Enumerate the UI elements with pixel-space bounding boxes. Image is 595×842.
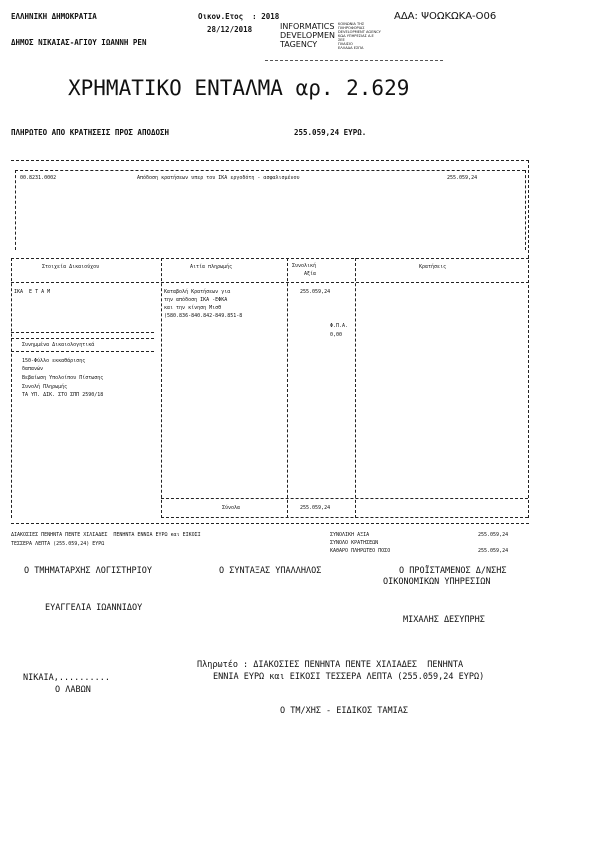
signature-name-left: ΕΥΑΓΓΕΛΙΑ ΙΩΑΝΝΙΔΟΥ xyxy=(45,603,143,613)
header-total-value-1: Συνολική xyxy=(292,263,317,269)
fpa-label: Φ.Π.Α. xyxy=(330,323,349,329)
attachments-label: Συνημμένα Δικαιολογητικά xyxy=(22,342,95,348)
reason-line-1: Καταβολή Κρατήσεων για xyxy=(164,289,231,295)
fpa-value: 0,00 xyxy=(330,332,343,338)
column-divider-3 xyxy=(355,258,356,518)
logo-small-6: ΠΛΑΙΣΙΟ xyxy=(338,42,353,46)
header-deductions: Κρατήσεις xyxy=(419,264,447,270)
attachment-1: 150-Φύλλο εκκαθάρισης xyxy=(22,358,86,364)
logo-line-3: TAGENCY xyxy=(280,40,318,49)
table-top-border xyxy=(11,160,529,161)
ada-code: ΑΔΑ: ΨΟΩΚΩΚΑ-Ο06 xyxy=(394,11,497,22)
attachment-5: ΤΑ ΥΠ. ΔΙΚ. ΣΤΟ ΣΠΠ 2590/18 xyxy=(22,392,104,398)
account-box-left xyxy=(15,170,16,250)
total-deductions-label: ΣΥΝΟΛΟ ΚΡΑΤΗΣΕΩΝ xyxy=(330,540,379,546)
logo-line-2: DEVELOPMEN xyxy=(280,31,335,40)
header-total-value-2: Αξία xyxy=(304,271,317,277)
sum-label: Σύνολα xyxy=(222,505,241,511)
total-value-amount: 255.059,24 xyxy=(300,289,331,295)
amount-words-line-1: ΔΙΑΚΟΣΙΕΣ ΠΕΝΗΝΤΑ ΠΕΝΤΕ ΧΙΛΙΑΔΕΣ ΠΕΝΗΝΤΑ ΕΝΝΙΑ ΕΥΡΩ και ΕΙΚΟΣΙ xyxy=(11,532,201,538)
logo-small-5: ΣΕΕ xyxy=(338,38,345,42)
attachment-2: δαπανών xyxy=(22,366,44,372)
column-divider-1 xyxy=(161,258,162,518)
attachments-top xyxy=(11,338,154,339)
signature-head-accounting: Ο ΤΜΗΜΑΤΑΡΧΗΣ ΛΟΓΙΣΤΗΡΙΟΥ xyxy=(24,566,152,576)
document-date: 28/12/2018 xyxy=(207,25,253,34)
logo-small-7: ΕΛΛΑΔΑ ΕΣΠΑ xyxy=(338,46,364,50)
account-amount: 255.059,24 xyxy=(447,175,478,181)
signature-director-department: ΟΙΚΟΝΟΜΙΚΩΝ ΥΠΗΡΕΣΙΩΝ xyxy=(383,577,491,587)
total-value-label: ΣΥΝΟΛΙΚΗ ΑΞΙΑ xyxy=(330,532,370,538)
sum-row-bottom xyxy=(161,517,528,518)
reason-line-3: και την κίνηση Μισθ xyxy=(164,305,222,311)
beneficiary-name: ΙΚΑ Ε Τ Α Μ xyxy=(14,289,51,295)
place-field: ΝΙΚΑΙΑ,.......... xyxy=(23,673,110,683)
attachment-4: Συνολή Πληρωμής xyxy=(22,384,68,390)
header-divider xyxy=(265,60,443,61)
account-box-right xyxy=(525,170,526,250)
account-description: Απόδοση κρατήσεων υπερ του ΙΚΑ εργοδότη - ασφαλισμένου xyxy=(137,175,300,181)
header-beneficiary: Στοιχεία Δικαιούχου xyxy=(42,264,100,270)
payable-words-line-2: ΕΝΝΙΑ ΕΥΡΩ και ΕΙΚΟΣΙ ΤΕΣΣΕΡΑ ΛΕΠΤΑ (255.059,24 ΕΥΡΩ) xyxy=(213,672,485,682)
sum-row-top xyxy=(161,498,528,499)
payable-label: ΠΛΗΡΩΤΕΟ ΑΠΟ ΚΡΑΤΗΣΕΙΣ ΠΡΟΣ ΑΠΟΔΟΣΗ xyxy=(11,128,170,137)
payable-amount: 255.059,24 ΕΥΡΩ. xyxy=(294,128,367,137)
net-payable-label: ΚΑΘΑΡΟ ΠΛΗΡΩΤΕΟ ΠΟΣΟ xyxy=(330,548,391,554)
logo-small-4: ΚΩΔ ΥΠΗΡΕΣΙΑΣ Α.Ε xyxy=(338,34,374,38)
account-box-top xyxy=(15,170,525,171)
table-right-border xyxy=(528,160,529,518)
reason-line-2: την απόδοση ΙΚΑ -ΕΦΚΑ xyxy=(164,297,228,303)
logo-small-2: ΠΛΗΡΟΦΟΡΙΑΣ xyxy=(338,26,365,30)
reason-line-4: (580.836-840.842-849.851-8 xyxy=(164,313,243,319)
page-title: ΧΡΗΜΑΤΙΚΟ ΕΝΤΑΛΜΑ αρ. 2.629 xyxy=(68,76,410,100)
sum-amount: 255.059,24 xyxy=(300,505,331,511)
municipality-label: ΔΗΜΟΣ ΝΙΚΑΙΑΣ-ΑΓΙΟΥ ΙΩΑΝΝΗ ΡΕΝ xyxy=(11,38,147,47)
agency-logo xyxy=(280,22,400,56)
column-divider-2 xyxy=(287,258,288,518)
table-bottom-border xyxy=(11,523,529,524)
attachment-3: Βεβαίωση Υπολοίπου Πίστωσης xyxy=(22,375,104,381)
amount-words-line-2: ΤΕΣΣΕΡΑ ΛΕΠΤΑ (255.059,24) ΕΥΡΩ xyxy=(11,541,105,547)
cashier-label: Ο ΤΜ/ΧΗΣ - ΕΙΔΙΚΟΣ ΤΑΜΙΑΣ xyxy=(280,706,408,716)
payable-words-line-1: Πληρωτέο : ΔΙΑΚΟΣΙΕΣ ΠΕΝΗΝΤΑ ΠΕΝΤΕ ΧΙΛΙΑΔΕΣ ΠΕΝΗΝΤΑ xyxy=(197,660,464,670)
logo-line-1: INFORMATICS xyxy=(280,22,335,31)
signature-drafter: Ο ΣΥΝΤΑΞΑΣ ΥΠΑΛΛΗΛΟΣ xyxy=(219,566,322,576)
net-payable-figure: 255.059,24 xyxy=(478,548,509,554)
receiver-label: Ο ΛΑΒΩΝ xyxy=(55,685,91,695)
signature-name-right: ΜΙΧΑΛΗΣ ΔΕΣΥΠΡΗΣ xyxy=(403,615,485,625)
table-left-border xyxy=(11,258,12,518)
account-code: 00.8231.0002 xyxy=(20,175,57,181)
total-value-figure: 255.059,24 xyxy=(478,532,509,538)
fiscal-year: Οικον.Ετος : 2018 xyxy=(198,12,280,21)
republic-label: ΕΛΛΗΝΙΚΗ ΔΗΜΟΚΡΑΤΙΑ xyxy=(11,12,97,21)
logo-small-3: DEVELOPMENT AGENCY xyxy=(338,30,381,34)
header-row-top xyxy=(11,258,529,259)
signature-director-title: Ο ΠΡΟΪΣΤΑΜΕΝΟΣ Δ/ΝΣΗΣ xyxy=(399,566,507,576)
header-row-bottom xyxy=(11,282,529,283)
header-reason: Αιτία πληρωμής xyxy=(190,264,233,270)
attachments-bottom xyxy=(11,351,154,352)
logo-small-1: ΚΟΙΝΩΝΙΑ ΤΗΣ xyxy=(338,22,365,26)
beneficiary-divider xyxy=(11,332,154,333)
